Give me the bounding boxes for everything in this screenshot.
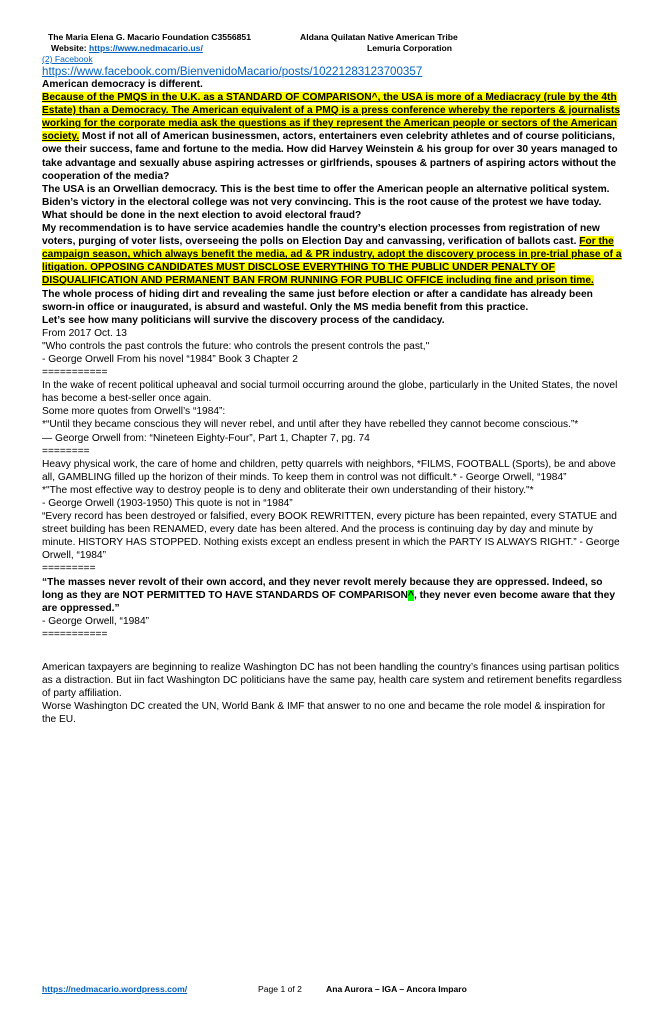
quote-text: “Every record has been destroyed or falsified, every BOOK REWRITTEN, every picture has been repainted, every STATUE and street building has been RENAMED, every date has been altered. And the process is continuing day by day and minute by minute. HISTORY HAS STOPPED. Nothing exists except an endless present in which the PARTY IS ALWAYS RIGHT.” - George Orwell, “1984”	[42, 511, 620, 562]
quote-text: “The masses never revolt of their own accord, and they never revolt merely because they are oppressed. Indeed, so long as they are NOT PERMITTED TO HAVE STANDARDS OF COMPARISON^, they never even become aware that they are oppressed.”	[42, 576, 615, 614]
page-number: Page 1 of 2	[258, 984, 302, 994]
facebook-post-link[interactable]: https://www.facebook.com/BienvenidoMacario/posts/10221283123700357	[42, 65, 423, 78]
article-body	[42, 78, 622, 727]
quote-text: *“Until they became conscious they will never rebel, and until after they have rebelled they cannot become conscious.”*	[42, 419, 579, 431]
intro-line: American democracy is different.	[42, 79, 203, 90]
quotes-intro: Some more quotes from Orwell’s “1984”:	[42, 406, 226, 418]
paragraph-best-seller: In the wake of recent political upheaval and social turmoil occurring around the globe, particularly in the United States, the novel has become a best-seller once again.	[42, 380, 618, 405]
paragraph-mediacracy	[42, 91, 622, 183]
paragraph-hiding-dirt: The whole process of hiding dirt and revealing the same just before election or after a candidate has already been sworn-in office or inaugurated, is absurd and wasteful. Only the MS media benefit from this practice.	[42, 288, 593, 313]
caret-highlight: ^	[408, 589, 414, 601]
corporation-name: Lemuria Corporation	[367, 42, 452, 53]
foundation-name: The Maria Elena G. Macario Foundation C3556851	[48, 32, 251, 42]
from-date: From 2017 Oct. 13	[42, 327, 127, 339]
footer-org: Ana Aurora – IGA – Ancora Imparo	[326, 984, 467, 994]
paragraph-taxpayers: American taxpayers are beginning to realize Washington DC has not been handling the country’s finances using partisan politics as a distraction. But iin fact Washington DC politicians have the same pay, health care system and retirement benefits regardless of party affiliation.	[42, 662, 622, 700]
separator: ===========	[42, 367, 108, 379]
paragraph-text: Most if not all of American businessmen, actors, entertainers even celebrity athletes and of course politicians, owe their success, fame and fortune to the media. How did Harvey Weinstein & his group for over 30 years managed to take advantage and sexually abuse aspiring actresses or girlfriends, spouses & partners of aspiring actors without the cooperation of the media?	[42, 131, 618, 182]
header-right	[300, 32, 458, 53]
quote-attribution: - George Orwell, “1984”	[42, 615, 150, 627]
highlighted-text: For the campaign season, which always benefit the media, ad & PR industry, adopt the discovery process in pre-trial phase of a litigation. OPPOSING CANDIDATES MUST DISCLOSE EVERYTHING TO THE PUBLIC UNDER PENALTY OF DISQUALIFICATION AND PERMANENT BAN FROM RUNNING FOR PUBLIC OFFICE including fine and prison time.	[42, 236, 622, 287]
footer-link[interactable]: https://nedmacario.wordpress.com/	[42, 984, 188, 994]
facebook-link[interactable]: (2) Facebook	[42, 54, 93, 64]
quote-attribution: - George Orwell (1903-1950) This quote is not in “1984”	[42, 498, 293, 509]
separator: ===========	[42, 628, 108, 640]
header-left	[48, 32, 251, 53]
paragraph-washington: Worse Washington DC created the UN, World Bank & IMF that answer to no one and became the role model & inspiration for the EU.	[42, 701, 606, 726]
quote-text: Heavy physical work, the care of home and children, petty quarrels with neighbors, *FILMS, FOOTBALL (Sports), be and above all, GAMBLING filled up the horizon of their minds. To keep them in control was not difficult.* - George Orwell, “1984”	[42, 458, 616, 483]
quote-text: "Who controls the past controls the future: who controls the present controls the past,"	[42, 340, 430, 352]
separator: =========	[42, 563, 96, 575]
paragraph-recommendation	[42, 222, 622, 287]
tribe-name: Aldana Quilatan Native American Tribe	[300, 32, 458, 42]
separator: ========	[42, 445, 90, 457]
paragraph-orwellian: The USA is an Orwellian democracy. This is the best time to offer the American people an alternative political system. Biden’s victory in the electoral college was not very convincing. This is the root cause of the protest we have today. What should be done in the next election to avoid electoral fraud?	[42, 183, 610, 221]
website-label: Website:	[51, 42, 90, 53]
website-line	[48, 43, 251, 54]
quote-attribution: — George Orwell from: “Nineteen Eighty-Four”, Part 1, Chapter 7, pg. 74	[42, 432, 370, 444]
quote-attribution: - George Orwell From his novel “1984” Book 3 Chapter 2	[42, 353, 298, 365]
highlighted-text: Because of the PMQS in the U.K. as a STANDARD OF COMPARISON^, the USA is more of a Mediacracy (rule by the 4th Estate) than a Democracy. The American equivalent of a PMQ is a press conference whereby the reporters & journalists working for the corporate media ask the questions as if they represent the American people or sectors of the American society.	[42, 92, 621, 143]
website-link[interactable]: https://www.nedmacario.us/	[89, 42, 203, 53]
quote-text: *"The most effective way to destroy people is to deny and obliterate their own understanding of their history."*	[42, 484, 534, 496]
paragraph-text: My recommendation is to have service academies handle the country’s election processes from registration of new voters, purging of voter lists, overseeing the polls on Election Day and canvassing, verification of ballots cast.	[42, 223, 600, 248]
paragraph-discovery: Let’s see how many politicians will survive the discovery process of the candidacy.	[42, 314, 445, 326]
